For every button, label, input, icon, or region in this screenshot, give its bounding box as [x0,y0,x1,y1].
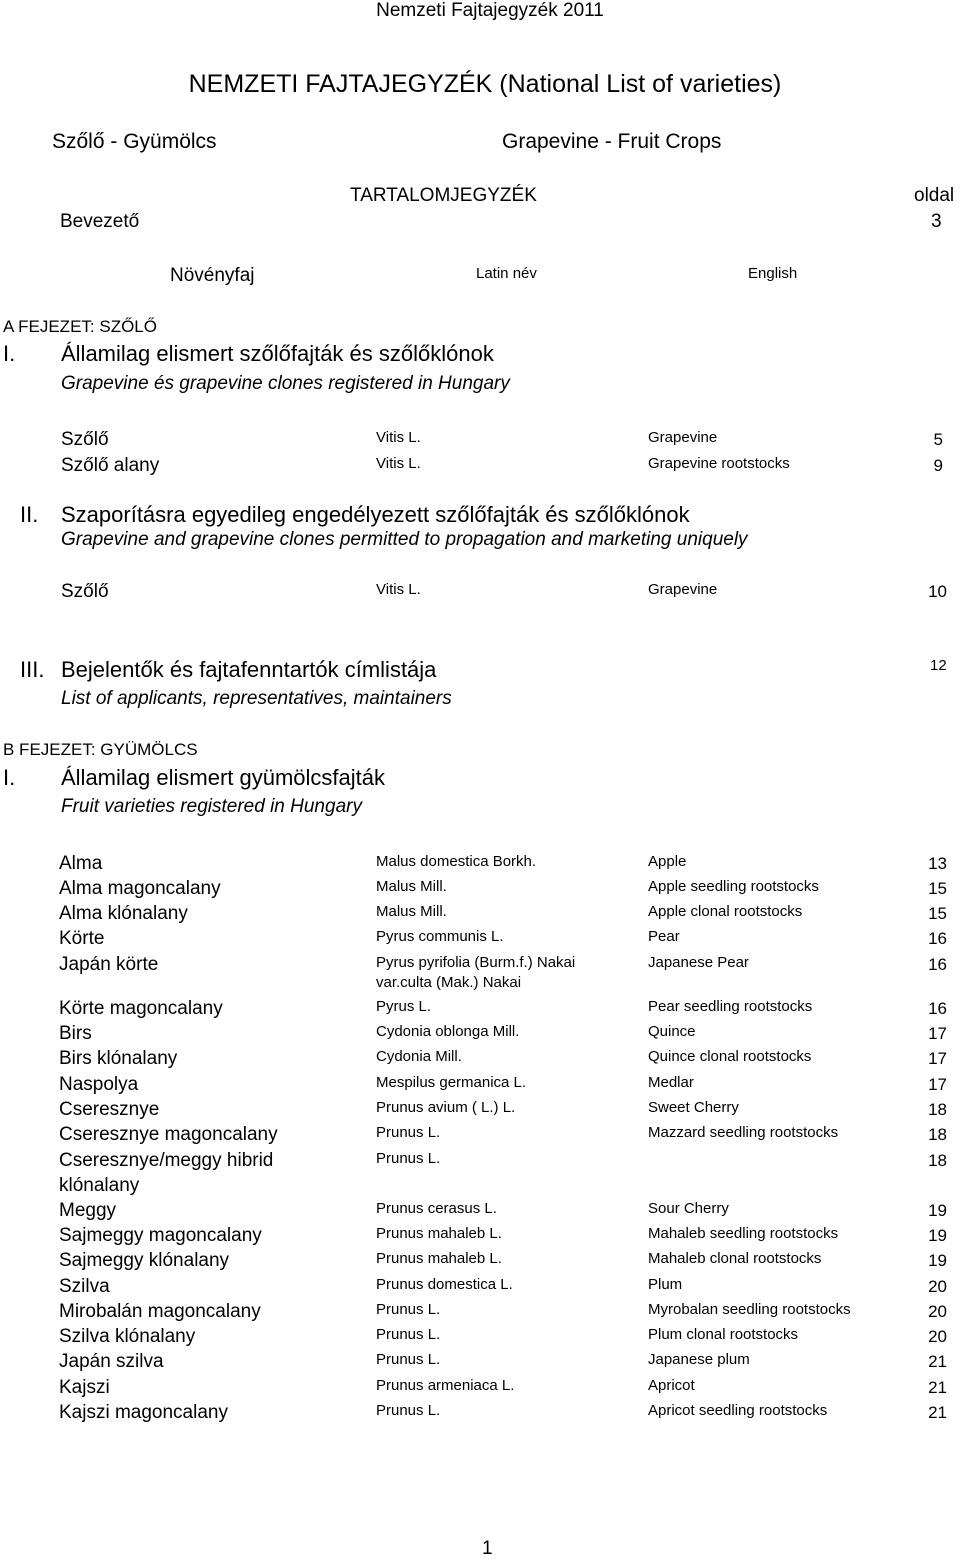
page-number: 17 [928,1024,947,1043]
species-name: Meggy [59,1200,117,1221]
english-name: Grapevine rootstocks [648,455,790,472]
latin-name: Prunus L. [376,1351,441,1368]
page-number: 16 [928,999,947,1018]
latin-name: Prunus mahaleb L. [376,1225,502,1242]
latin-name-continued: var.culta (Mak.) Nakai [376,974,522,991]
latin-name: Malus domestica Borkh. [376,853,537,870]
page-number: 19 [928,1226,947,1245]
page-number: 21 [928,1352,947,1371]
species-name: Szőlő [61,429,109,450]
column-species: Növényfaj [170,265,255,286]
species-name: Naspolya [59,1074,139,1095]
page-number: 12 [930,657,947,674]
chapter-a-title: A FEJEZET: SZŐLŐ [3,317,157,336]
latin-name: Vitis L. [376,455,421,472]
latin-name: Prunus cerasus L. [376,1200,497,1217]
subtitle-english: Grapevine - Fruit Crops [502,130,722,153]
species-name: Szilva [59,1276,110,1297]
species-name: Japán körte [59,954,159,975]
species-name: Kajszi magoncalany [59,1402,228,1423]
page-number: 21 [928,1403,947,1422]
species-name: Mirobalán magoncalany [59,1301,261,1322]
page-number: 5 [933,430,943,449]
latin-name: Cydonia oblonga Mill. [376,1023,520,1040]
species-name: Körte [59,928,105,949]
english-name: Apricot seedling rootstocks [648,1402,828,1419]
english-name: Grapevine [648,429,718,446]
page-number: 13 [928,854,947,873]
latin-name: Malus Mill. [376,903,447,920]
english-name: Apple [648,853,687,870]
species-name: Szőlő [61,581,109,602]
latin-name: Prunus avium ( L.) L. [376,1099,516,1116]
english-name: Apple seedling rootstocks [648,878,819,895]
page-number: 20 [928,1327,947,1346]
page-number: 20 [928,1302,947,1321]
english-name: Mahaleb clonal rootstocks [648,1250,822,1267]
section-title-hu: Szaporításra egyedileg engedélyezett szőlőfajták és szőlőklónok [61,502,690,527]
species-name: Birs [59,1023,92,1044]
latin-name: Prunus L. [376,1326,441,1343]
species-name: Alma magoncalany [59,878,221,899]
toc-intro-page: 3 [931,211,942,232]
section-number: I. [3,341,16,366]
english-name: Quince clonal rootstocks [648,1048,812,1065]
species-name: Sajmeggy klónalany [59,1250,230,1271]
toc-intro-label: Bevezető [60,211,140,232]
toc-heading: TARTALOMJEGYZÉK [350,185,537,206]
species-name: Cseresznye/meggy hibrid [59,1150,274,1171]
latin-name: Mespilus germanica L. [376,1074,527,1091]
latin-name: Pyrus L. [376,998,432,1015]
english-name: Japanese plum [648,1351,750,1368]
species-name: Alma klónalany [59,903,188,924]
english-name: Quince [648,1023,696,1040]
english-name: Myrobalan seedling rootstocks [648,1301,851,1318]
running-header: Nemzeti Fajtajegyzék 2011 [376,0,604,21]
english-name: Plum [648,1276,683,1293]
species-name-continued: klónalany [59,1175,140,1196]
page-number: 18 [928,1100,947,1119]
english-name: Mahaleb seedling rootstocks [648,1225,839,1242]
page-number: 15 [928,879,947,898]
english-name: Pear seedling rootstocks [648,998,813,1015]
page-number: 10 [928,582,947,601]
latin-name: Prunus L. [376,1150,441,1167]
page-number: 17 [928,1049,947,1068]
species-name: Körte magoncalany [59,998,223,1019]
toc-page-heading: oldal [914,185,955,206]
latin-name: Prunus L. [376,1402,441,1419]
page-number: 20 [928,1277,947,1296]
species-name: Japán szilva [59,1351,164,1372]
section-title-en: List of applicants, representatives, maintainers [61,688,452,709]
english-name: Sour Cherry [648,1200,729,1217]
latin-name: Prunus L. [376,1124,441,1141]
page-number: 21 [928,1378,947,1397]
english-name: Japanese Pear [648,954,749,971]
page-title: NEMZETI FAJTAJEGYZÉK (National List of varieties) [188,70,782,98]
footer-page-number: 1 [482,1538,493,1559]
subtitle-hungarian: Szőlő - Gyümölcs [52,130,217,153]
english-name: Mazzard seedling rootstocks [648,1124,839,1141]
latin-name: Prunus L. [376,1301,441,1318]
page-number: 17 [928,1075,947,1094]
species-name: Szilva klónalany [59,1326,196,1347]
english-name: Grapevine [648,581,718,598]
section-number: III. [20,657,45,682]
english-name: Medlar [648,1074,694,1091]
latin-name: Prunus domestica L. [376,1276,513,1293]
section-number: I. [3,765,16,790]
section-title-en: Grapevine and grapevine clones permitted to propagation and marketing uniquely [61,529,748,550]
latin-name: Malus Mill. [376,878,447,895]
latin-name: Prunus armeniaca L. [376,1377,515,1394]
latin-name: Pyrus communis L. [376,928,504,945]
section-title-hu: Államilag elismert gyümölcsfajták [61,765,385,790]
species-name: Sajmeggy magoncalany [59,1225,262,1246]
english-name: Apple clonal rootstocks [648,903,803,920]
species-name: Szőlő alany [61,455,160,476]
page-number: 19 [928,1201,947,1220]
page-number: 18 [928,1125,947,1144]
latin-name: Vitis L. [376,429,421,446]
section-title-en: Grapevine és grapevine clones registered in Hungary [61,373,510,394]
english-name: Sweet Cherry [648,1099,739,1116]
latin-name: Vitis L. [376,581,421,598]
species-name: Kajszi [59,1377,110,1398]
species-name: Alma [59,853,103,874]
section-title-hu: Bejelentők és fajtafenntartók címlistája [61,657,437,682]
page-number: 18 [928,1151,947,1170]
column-english: English [748,265,798,282]
section-number: II. [20,502,39,527]
column-latin: Latin név [476,265,537,282]
page-number: 15 [928,904,947,923]
latin-name: Prunus mahaleb L. [376,1250,502,1267]
page-number: 16 [928,929,947,948]
page-number: 19 [928,1251,947,1270]
species-name: Birs klónalany [59,1048,178,1069]
english-name: Plum clonal rootstocks [648,1326,799,1343]
species-name: Cseresznye [59,1099,160,1120]
english-name: Apricot [648,1377,695,1394]
page-number: 9 [933,456,943,475]
species-name: Cseresznye magoncalany [59,1124,278,1145]
chapter-b-title: B FEJEZET: GYÜMÖLCS [3,740,198,759]
page-number: 16 [928,955,947,974]
section-title-en: Fruit varieties registered in Hungary [61,796,362,817]
latin-name: Cydonia Mill. [376,1048,462,1065]
latin-name: Pyrus pyrifolia (Burm.f.) Nakai [376,954,576,971]
section-title-hu: Államilag elismert szőlőfajták és szőlőklónok [61,341,494,366]
english-name: Pear [648,928,680,945]
